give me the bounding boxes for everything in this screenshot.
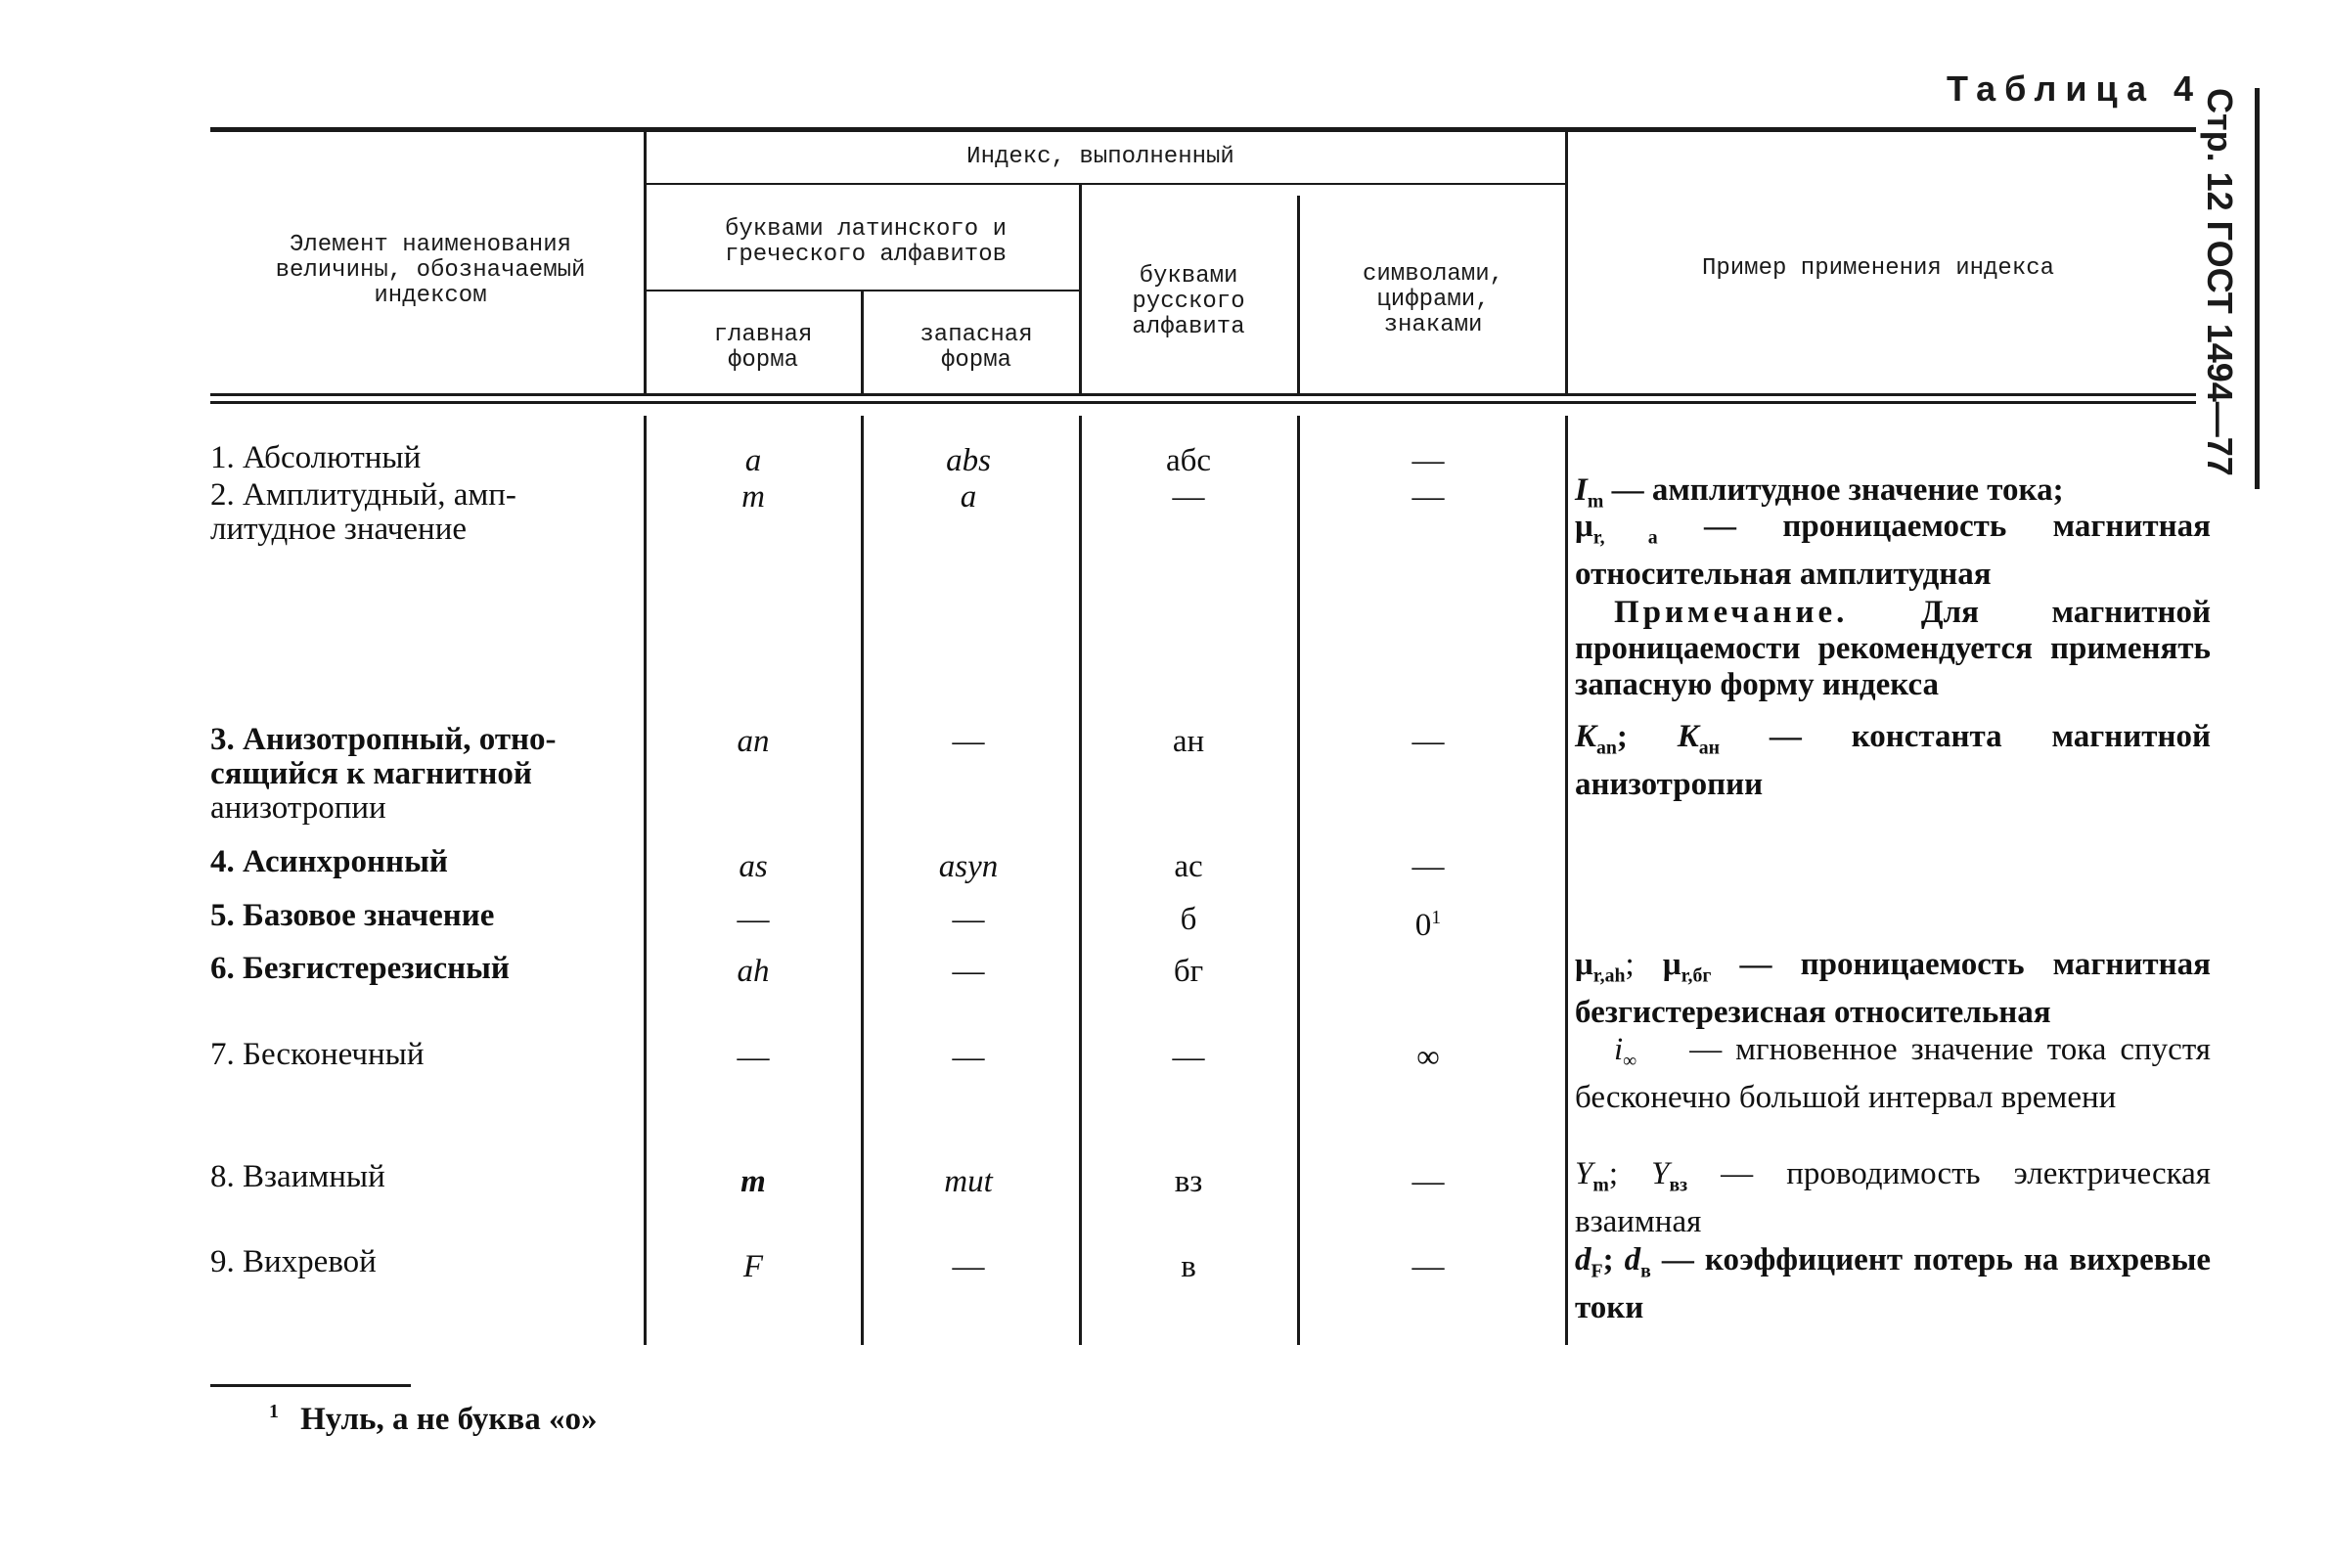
row2-element-line1: 2. Амплитудный, амп- xyxy=(210,477,516,513)
row3-element-line2: сящийся к магнитной xyxy=(210,756,532,791)
row9-russian: в xyxy=(1181,1249,1196,1284)
row7-russian: — xyxy=(1172,1040,1205,1075)
row4-russian: ас xyxy=(1174,849,1203,884)
header-element: Элемент наименования величины, обозначаемый индексом xyxy=(275,232,586,309)
row9-ex-sub1: F xyxy=(1591,1260,1603,1282)
row3-ex-symbol2: K xyxy=(1677,719,1699,754)
row3-ex-text: — константа магнитной анизотропии xyxy=(1575,719,2211,802)
row3-element-line3: анизотропии xyxy=(210,790,386,826)
footnote-mark: 1 xyxy=(269,1401,279,1422)
row8-element: 8. Взаимный xyxy=(210,1159,385,1194)
row7-symbols: ∞ xyxy=(1416,1040,1440,1075)
row6-element: 6. Безгистерезисный xyxy=(210,951,510,986)
row1-element: 1. Абсолютный xyxy=(210,440,422,475)
row8-russian: вз xyxy=(1174,1164,1203,1199)
row2-ex2-sub: r, a xyxy=(1592,526,1658,549)
row6-ex-sub2: r,бг xyxy=(1681,964,1712,987)
row8-ex-symbol2: Y xyxy=(1651,1156,1670,1191)
table-title: Таблица 4 xyxy=(1947,68,2203,109)
row6-ex-symbol1: μ xyxy=(1575,947,1593,982)
header-vrule-1 xyxy=(644,132,647,396)
body-vrule-3 xyxy=(1079,416,1082,1345)
row8-ex-sub1: m xyxy=(1592,1174,1609,1196)
row1-spare: abs xyxy=(946,443,991,478)
row6-ex-text: — проницаемость магнитная безгистерезисная относительная xyxy=(1575,947,2212,1030)
body-vrule-1 xyxy=(644,416,647,1345)
row2-main: m xyxy=(741,479,765,515)
row9-main: F xyxy=(742,1249,764,1284)
row8-ex-sep: ; xyxy=(1608,1156,1652,1191)
row9-ex-text: — коэффициент потерь на вихревые токи xyxy=(1575,1242,2211,1325)
row2-russian: — xyxy=(1172,479,1205,515)
row2-spare: a xyxy=(960,479,977,515)
row2-note xyxy=(1575,595,2211,703)
header-vrule-2 xyxy=(861,291,864,396)
row3-element-line1: 3. Анизотропный, отно- xyxy=(210,722,557,757)
header-latin-greek: буквами латинского и греческого алфавитов xyxy=(724,216,1008,268)
row6-ex-sub1: r,ah xyxy=(1592,964,1626,987)
row3-example xyxy=(1575,719,2211,803)
side-rule xyxy=(2255,88,2260,489)
header-vrule-3 xyxy=(1079,185,1082,396)
row7-main: — xyxy=(737,1040,770,1075)
row3-ex-sub1: an xyxy=(1596,737,1617,759)
footnote-rule xyxy=(210,1384,411,1387)
row2-ex2-symbol: μ xyxy=(1575,509,1593,544)
row4-main: as xyxy=(739,849,768,884)
row5-symbols xyxy=(1340,900,1516,944)
row9-spare: — xyxy=(952,1249,985,1284)
header-bottom-rule-2 xyxy=(210,401,2196,404)
row3-ex-sep: ; xyxy=(1616,719,1678,754)
row8-symbols: — xyxy=(1412,1164,1445,1199)
body-vrule-4 xyxy=(1297,416,1300,1345)
row7-ex-sub1: ∞ xyxy=(1623,1050,1637,1072)
index-group-rule xyxy=(646,183,1565,185)
header-russian: буквами русского алфавита xyxy=(1132,263,1245,340)
row6-spare: — xyxy=(952,954,985,989)
row7-example xyxy=(1575,1032,2211,1116)
row3-spare: — xyxy=(952,724,985,759)
header-vrule-4 xyxy=(1297,196,1300,396)
row5-symbols-value: 0 xyxy=(1414,908,1432,943)
row3-ex-symbol1: K xyxy=(1575,719,1597,754)
row8-main: m xyxy=(740,1164,766,1199)
row7-element: 7. Бесконечный xyxy=(210,1037,425,1072)
row8-example xyxy=(1575,1156,2211,1240)
row3-ex-sub2: ан xyxy=(1698,737,1721,759)
row8-spare: mut xyxy=(944,1164,993,1199)
row4-spare: asyn xyxy=(938,849,999,884)
header-bottom-rule xyxy=(210,393,2196,396)
row9-ex-sub2: в xyxy=(1640,1260,1651,1282)
row5-main: — xyxy=(737,902,770,937)
running-header: Стр. 12 ГОСТ 1494—77 xyxy=(2200,88,2240,476)
row6-example xyxy=(1575,947,2211,1031)
table-top-rule xyxy=(210,127,2196,132)
row6-ex-symbol2: μ xyxy=(1662,947,1681,982)
row2-ex1-text: — амплитудное значение тока; xyxy=(1603,472,2064,508)
row2-note-label: Примечание. xyxy=(1614,595,1849,630)
body-vrule-5 xyxy=(1565,416,1568,1345)
row9-ex-symbol2: d xyxy=(1624,1242,1641,1277)
row5-spare: — xyxy=(952,902,985,937)
row8-ex-sub2: вз xyxy=(1669,1174,1688,1196)
header-index-group: Индекс, выполненный xyxy=(966,144,1234,170)
row4-element: 4. Асинхронный xyxy=(210,844,448,879)
footnote-text: Нуль, а не буква «о» xyxy=(300,1402,598,1437)
header-vrule-5 xyxy=(1565,132,1568,396)
row6-russian: бг xyxy=(1173,954,1204,989)
row7-ex-text: — мгновенное значение тока спустя бесконечно большой интервал времени xyxy=(1575,1032,2211,1115)
footnote-ref: 1 xyxy=(1431,907,1442,928)
row1-symbols: — xyxy=(1412,443,1445,478)
row2-symbols: — xyxy=(1412,479,1445,515)
header-main-form: главная форма xyxy=(713,322,813,374)
row2-ex1-symbol: I xyxy=(1575,472,1588,508)
row2-ex1-sub: m xyxy=(1587,490,1604,513)
row9-example xyxy=(1575,1242,2211,1326)
row5-element: 5. Базовое значение xyxy=(210,898,495,933)
header-symbols: символами, цифрами, знаками xyxy=(1362,261,1504,338)
row4-symbols: — xyxy=(1412,849,1445,884)
row9-ex-symbol1: d xyxy=(1575,1242,1591,1277)
row3-main: an xyxy=(737,724,770,759)
row9-ex-sep: ; xyxy=(1602,1242,1625,1277)
row7-ex-symbol1: i xyxy=(1614,1032,1624,1067)
row7-spare: — xyxy=(952,1040,985,1075)
header-spare-form: запасная форма xyxy=(919,322,1033,374)
body-vrule-2 xyxy=(861,416,864,1345)
row5-russian: б xyxy=(1180,902,1197,937)
row2-note-text: Для магнитной проницаемости рекомендуется применять запасную форму индекса xyxy=(1575,595,2211,702)
footnote xyxy=(269,1401,597,1438)
row2-ex2-text: — проницаемость магнитная относительная амплитудная xyxy=(1575,509,2212,592)
row6-ex-sep: ; xyxy=(1625,947,1663,982)
row8-ex-text: — проводимость электрическая взаимная xyxy=(1575,1156,2211,1239)
row3-russian: ан xyxy=(1172,724,1205,759)
row9-symbols: — xyxy=(1412,1249,1445,1284)
row2-example-2 xyxy=(1575,509,2211,593)
row1-russian: абс xyxy=(1165,443,1212,478)
row6-main: ah xyxy=(737,954,770,989)
row9-element: 9. Вихревой xyxy=(210,1244,377,1279)
row8-ex-symbol1: Y xyxy=(1575,1156,1593,1191)
row1-main: a xyxy=(744,443,762,478)
row2-element-line2: литудное значение xyxy=(210,512,468,547)
row3-symbols: — xyxy=(1412,724,1445,759)
header-example: Пример применения индекса xyxy=(1701,255,2055,282)
